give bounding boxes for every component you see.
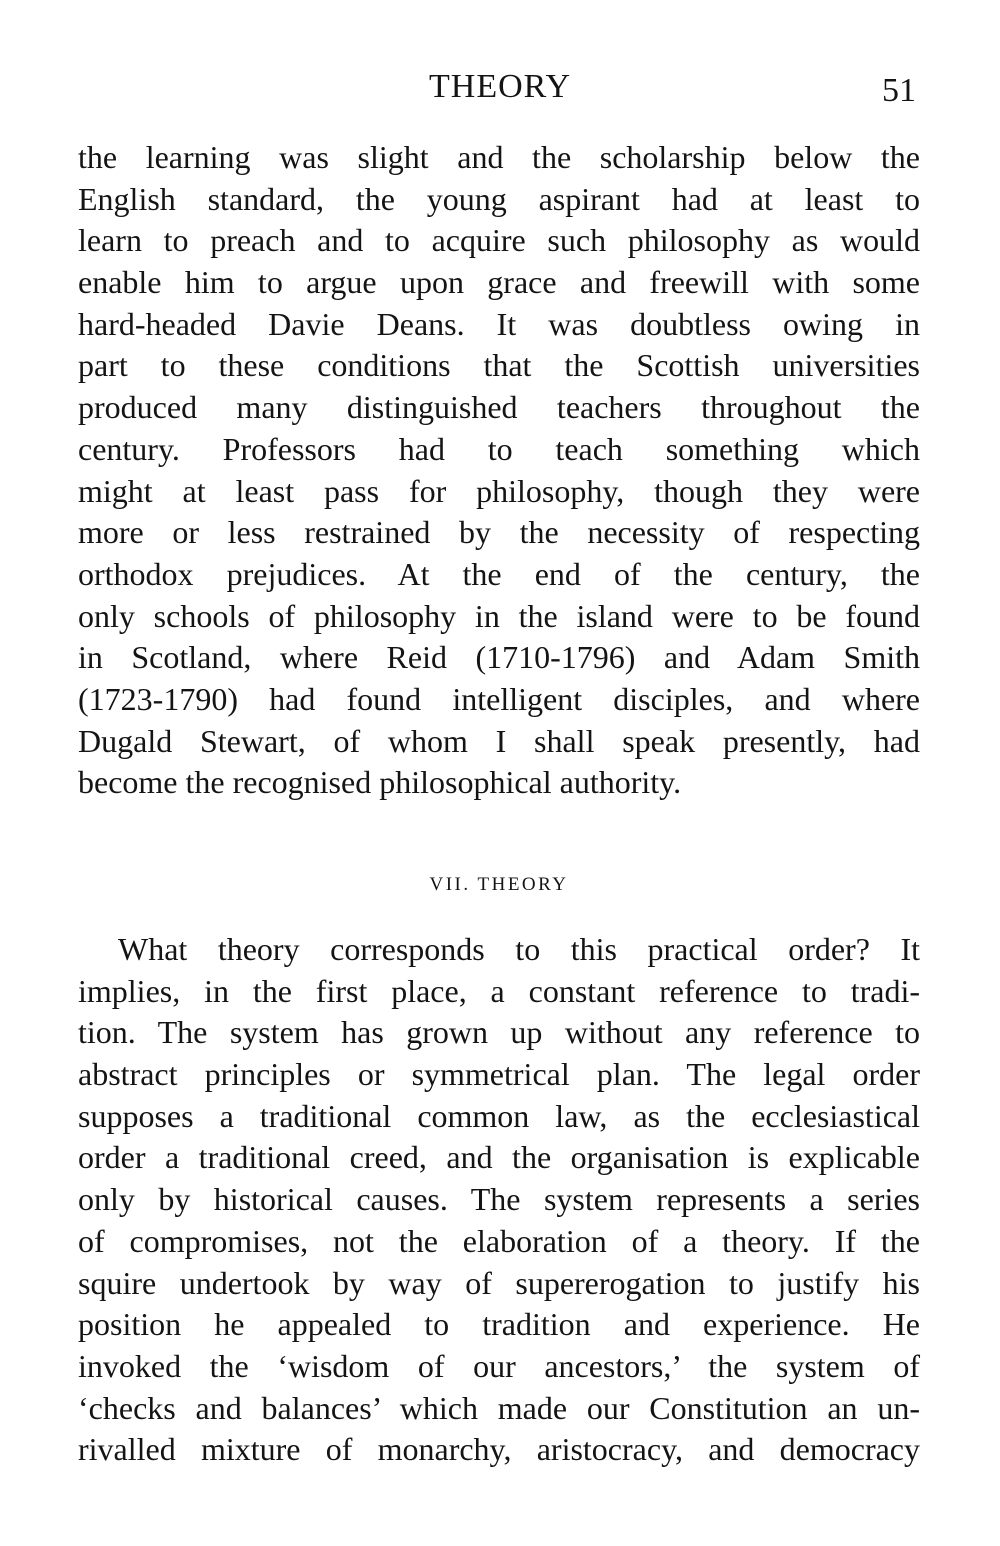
text-line: produced many distinguished teachers throughout the [78, 389, 920, 426]
text-line: implies, in the first place, a constant reference to tradi- [78, 972, 920, 1009]
text-line: English standard, the young aspirant had at least to [78, 180, 920, 217]
text-line: orthodox prejudices. At the end of the century, the [78, 555, 920, 592]
text-line: ‘checks and balances’ which made our Constitution an un- [78, 1389, 920, 1426]
text-line: of compromises, not the elaboration of a theory. If the [78, 1222, 920, 1259]
text-line: invoked the ‘wisdom of our ancestors,’ the system of [78, 1347, 920, 1384]
text-line: might at least pass for philosophy, though they were [78, 472, 920, 509]
text-line: (1723-1790) had found intelligent disciples, and where [78, 680, 920, 717]
text-line: position he appealed to tradition and experience. He [78, 1306, 920, 1343]
text-line: abstract principles or symmetrical plan. The legal order [78, 1056, 920, 1093]
text-line: Dugald Stewart, of whom I shall speak presently, had [78, 722, 920, 759]
text-line: only by historical causes. The system represents a series [78, 1181, 920, 1218]
text-line: What theory corresponds to this practical order? It [118, 931, 920, 967]
text-line: in Scotland, where Reid (1710-1796) and Adam Smith [78, 639, 920, 676]
running-head-title: THEORY [429, 68, 571, 105]
text-line: century. Professors had to teach something which [78, 430, 920, 467]
text-line: enable him to argue upon grace and freewill with some [78, 264, 920, 301]
text-line: rivalled mixture of monarchy, aristocracy, and democracy [78, 1431, 920, 1468]
text-line: the learning was slight and the scholarship below the [78, 139, 920, 175]
text-line: become the recognised philosophical authority. [78, 764, 682, 801]
text-line: tion. The system has grown up without any reference to [78, 1014, 920, 1051]
running-head [78, 64, 922, 114]
text-line: order a traditional creed, and the organisation is explicable [78, 1139, 920, 1176]
text-line: supposes a traditional common law, as the ecclesiastical [78, 1097, 920, 1134]
text-line: part to these conditions that the Scottish universities [78, 347, 920, 384]
text-line: only schools of philosophy in the island were to be found [78, 597, 920, 634]
paragraph-1 [78, 137, 920, 804]
text-line: learn to preach and to acquire such philosophy as would [78, 222, 920, 259]
page-number: 51 [882, 72, 916, 109]
section-heading: VII. THEORY [429, 874, 569, 895]
text-line: squire undertook by way of supererogation to justify his [78, 1264, 920, 1301]
text-line: more or less restrained by the necessity of respecting [78, 514, 920, 551]
paragraph-2 [78, 929, 920, 1471]
text-line: hard-headed Davie Deans. It was doubtless owing in [78, 305, 920, 342]
